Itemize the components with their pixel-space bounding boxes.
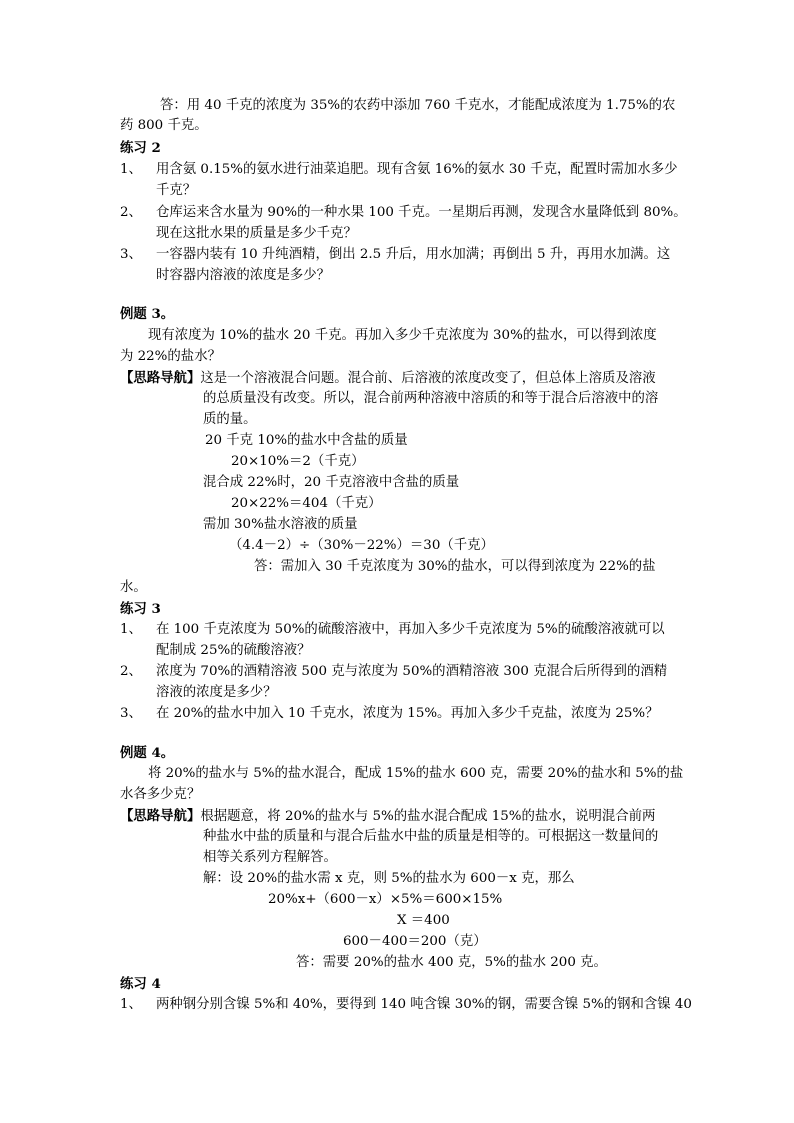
example-3-guide-3: 质的量。 <box>203 412 257 427</box>
practice-2-item-3-cont: 时容器内溶液的浓度是多少？ <box>156 268 331 283</box>
example-3-step-1: 20 千克 10%的盐水中含盐的质量 <box>205 433 408 448</box>
practice-3-title: 练习 3 <box>120 601 161 617</box>
answer-line-1: 答：用 40 千克的浓度为 35%的农药中添加 760 千克水，才能配成浓度为 1.75%的农 <box>160 98 676 113</box>
item-number: 2、 <box>120 664 142 679</box>
example-4-guide-3: 相等关系列方程解答。 <box>203 850 337 865</box>
guide-label: 【思路导航】 <box>120 808 201 824</box>
practice-3-item-2-cont: 溶液的浓度是多少？ <box>156 685 277 700</box>
example-3-guide-2: 的总质量没有改变。所以，混合前两种溶液中溶质的和等于混合后溶液中的溶 <box>203 391 659 406</box>
item-number: 1、 <box>120 997 142 1012</box>
guide-text: 根据题意，将 20%的盐水与 5%的盐水混合配成 15%的盐水，说明混合前两 <box>200 809 656 824</box>
item-number: 3、 <box>120 247 142 262</box>
practice-2-item-2-cont: 现在这批水果的质量是多少千克？ <box>156 226 357 241</box>
item-number: 1、 <box>120 622 142 637</box>
example-3-title: 例题 3。 <box>120 306 175 322</box>
practice-4-title: 练习 4 <box>120 976 161 992</box>
example-3-question-2: 为 22%的盐水？ <box>120 349 221 364</box>
example-4-solution-3: X ＝400 <box>397 913 450 928</box>
example-4-answer: 答：需要 20%的盐水 400 克，5%的盐水 200 克。 <box>296 955 607 970</box>
example-3-step-4: 20×22%＝404（千克） <box>231 496 382 511</box>
item-number: 2、 <box>120 205 142 220</box>
practice-2-item-2 <box>120 203 687 223</box>
item-number: 3、 <box>120 706 142 721</box>
example-4-guide <box>120 806 655 827</box>
guide-label: 【思路导航】 <box>120 370 201 386</box>
example-4-solution-1: 解：设 20%的盐水需 x 克，则 5%的盐水为 600－x 克，那么 <box>203 871 575 886</box>
item-number: 1、 <box>120 162 142 177</box>
example-3-step-2: 20×10%＝2（千克） <box>231 454 365 469</box>
example-4-solution-2: 20%x+（600－x）×5%＝600×15% <box>268 892 503 907</box>
item-text: 两种钢分别含镍 5%和 40%，要得到 140 吨含镍 30%的钢，需要含镍 5%的钢和含镍 40 <box>156 997 692 1012</box>
example-4-title: 例题 4。 <box>120 745 175 761</box>
example-3-step-6: （4.4－2）÷（30%－22%）＝30（千克） <box>229 538 494 553</box>
practice-2-item-1 <box>120 160 677 180</box>
item-text: 在 100 千克浓度为 50%的硫酸溶液中，再加入多少千克浓度为 5%的硫酸溶液就可以 <box>156 622 665 637</box>
practice-2-title: 练习 2 <box>120 140 161 156</box>
example-3-answer-2: 水。 <box>120 580 147 595</box>
item-text: 仓库运来含水量为 90%的一种水果 100 千克。一星期后再测，发现含水量降低到 80%。 <box>156 205 687 220</box>
item-text: 用含氨 0.15%的氨水进行油菜追肥。现有含氨 16%的氨水 30 千克，配置时需加水多少 <box>156 162 678 177</box>
practice-3-item-3 <box>120 704 659 724</box>
example-3-answer-1: 答：需加入 30 千克浓度为 30%的盐水，可以得到浓度为 22%的盐 <box>254 559 656 574</box>
example-4-question-2: 水各多少克？ <box>120 787 201 802</box>
practice-3-item-1-cont: 配制成 25%的硫酸溶液？ <box>156 643 311 658</box>
answer-line-2: 药 800 千克。 <box>120 118 208 133</box>
example-4-question-1: 将 20%的盐水与 5%的盐水混合，配成 15%的盐水 600 克，需要 20%的盐水和 5%的盐 <box>148 766 684 781</box>
item-text: 一容器内装有 10 升纯酒精，倒出 2.5 升后，用水加满；再倒出 5 升，再用水加满。这 <box>156 247 671 262</box>
item-text: 在 20%的盐水中加入 10 千克水，浓度为 15%。再加入多少千克盐，浓度为 25%？ <box>156 706 659 721</box>
example-4-guide-2: 种盐水中盐的质量和与混合后盐水中盐的质量是相等的。可根据这一数量间的 <box>203 829 659 844</box>
example-3-step-3: 混合成 22%时，20 千克溶液中含盐的质量 <box>203 475 460 490</box>
practice-3-item-2 <box>120 662 667 682</box>
example-3-step-5: 需加 30%盐水溶液的质量 <box>203 517 358 532</box>
guide-text: 这是一个溶液混合问题。混合前、后溶液的浓度改变了，但总体上溶质及溶液 <box>200 371 656 386</box>
example-3-question-1: 现有浓度为 10%的盐水 20 千克。再加入多少千克浓度为 30%的盐水，可以得到浓度 <box>148 328 657 343</box>
practice-2-item-1-cont: 千克？ <box>156 183 197 198</box>
item-text: 浓度为 70%的酒精溶液 500 克与浓度为 50%的酒精溶液 300 克混合后所得到的酒精 <box>156 664 668 679</box>
practice-2-item-3 <box>120 245 670 265</box>
example-4-solution-4: 600－400＝200（克） <box>343 934 487 949</box>
practice-3-item-1 <box>120 620 665 640</box>
practice-4-item-1 <box>120 995 692 1015</box>
example-3-guide <box>120 368 656 389</box>
